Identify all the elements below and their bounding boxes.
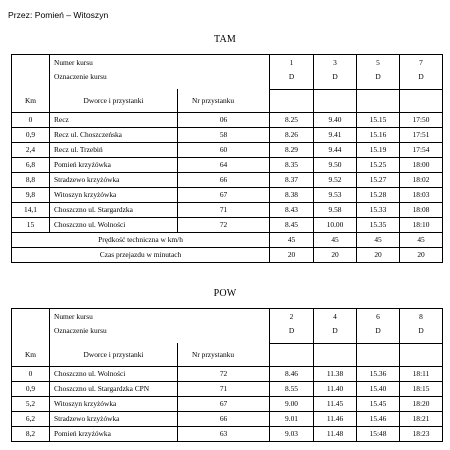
course-col-4: 7 D [400,55,443,90]
via-route-text: Przez: Pomień – Witoszyn [8,10,109,20]
km-cell: 9,8 [12,187,50,202]
section-title-tam: TAM [213,34,237,45]
col-head-stop-no: Nr przystanku [178,343,270,366]
course-col-2: 4 D [314,309,357,344]
station-cell: Pomień krzyżówka [50,157,178,172]
time-cell: 8.35 [270,157,314,172]
time-cell: 8.26 [270,127,314,142]
timetable-pow [11,308,443,442]
course-number-label: Numer kursu [54,58,93,67]
course-mark-label: Oznaczenie kursu [54,326,107,335]
time-cell: 15.40 [357,381,400,396]
footer-value: 20 [314,247,357,262]
time-cell: 15.19 [357,142,400,157]
stop-number-cell: 58 [178,127,270,142]
time-cell: 15.45 [357,396,400,411]
time-cell: 17:51 [400,127,443,142]
time-cell: 8.25 [270,112,314,127]
station-cell: Choszczno ul. Stargardzka [50,202,178,217]
timetable-tam [11,54,443,263]
time-cell: 15.25 [357,157,400,172]
course-col-3: 6 D [357,309,400,344]
footer-row [12,232,443,247]
footer-value: 45 [270,232,314,247]
station-cell: Choszczno ul. Wolności [50,366,178,381]
table-row [12,157,443,172]
table-row [12,396,443,411]
km-cell: 6,2 [12,411,50,426]
time-cell: 11.45 [314,396,357,411]
time-cell: 15.15 [357,112,400,127]
footer-label: Prędkość techniczna w km/h [12,232,270,247]
stop-number-cell: 66 [178,172,270,187]
station-cell: Pomień krzyżówka [50,426,178,441]
col-head-station: Dworce i przystanki [50,343,178,366]
time-cell: 9.53 [314,187,357,202]
time-cell: 11.46 [314,411,357,426]
time-cell: 18:15 [400,381,443,396]
time-cell: 8.55 [270,381,314,396]
table-row [12,112,443,127]
station-cell: Witoszyn krzyżówka [50,187,178,202]
time-cell: 11.40 [314,381,357,396]
time-cell: 9.40 [314,112,357,127]
footer-value: 45 [400,232,443,247]
stop-number-cell: 60 [178,142,270,157]
stop-number-cell: 67 [178,396,270,411]
stop-number-cell: 72 [178,366,270,381]
table-row [12,172,443,187]
time-cell: 8.45 [270,217,314,232]
station-cell: Recz ul. Choszczeńska [50,127,178,142]
time-cell: 11.38 [314,366,357,381]
station-cell: Choszczno ul. Wolności [50,217,178,232]
course-col-4: 8 D [400,309,443,344]
time-cell: 8.43 [270,202,314,217]
time-cell: 9.41 [314,127,357,142]
time-cell: 9.52 [314,172,357,187]
footer-value: 45 [314,232,357,247]
course-mark-label: Oznaczenie kursu [54,72,107,81]
footer-value: 45 [357,232,400,247]
stop-number-cell: 06 [178,112,270,127]
km-cell: 8,8 [12,172,50,187]
footer-label: Czas przejazdu w minutach [12,247,270,262]
header-empty-cell [12,55,50,90]
table-row [12,127,443,142]
col-head-station: Dworce i przystanki [50,89,178,112]
column-header-row [12,89,443,112]
time-cell: 9.03 [270,426,314,441]
course-col-1: 1 D [270,55,314,90]
time-cell: 15.16 [357,127,400,142]
km-cell: 5,2 [12,396,50,411]
stop-number-cell: 67 [178,187,270,202]
stop-number-cell: 63 [178,426,270,441]
stop-number-cell: 72 [178,217,270,232]
time-cell: 9.58 [314,202,357,217]
time-cell: 11.48 [314,426,357,441]
time-cell: 8.29 [270,142,314,157]
time-cell: 15.46 [357,411,400,426]
time-cell: 18:21 [400,411,443,426]
km-cell: 0,9 [12,127,50,142]
km-cell: 0 [12,112,50,127]
time-cell: 18:00 [400,157,443,172]
stop-number-cell: 71 [178,202,270,217]
col-head-stop-no: Nr przystanku [178,89,270,112]
station-cell: Stradzewo krzyżówka [50,411,178,426]
header-row [12,55,443,90]
table-row [12,217,443,232]
time-cell: 15.36 [357,366,400,381]
course-labels-cell [50,55,270,90]
footer-value: 20 [400,247,443,262]
course-number-label: Numer kursu [54,312,93,321]
table-row [12,187,443,202]
station-cell: Recz [50,112,178,127]
table-row [12,426,443,441]
time-cell: 15.27 [357,172,400,187]
course-col-1: 2 D [270,309,314,344]
col-head-km: Km [12,89,50,112]
time-cell: 10.00 [314,217,357,232]
stop-number-cell: 64 [178,157,270,172]
stop-number-cell: 71 [178,381,270,396]
station-cell: Stradzewo krzyżówka [50,172,178,187]
time-cell: 18:20 [400,396,443,411]
km-cell: 0 [12,366,50,381]
station-cell: Choszczno ul. Stargardzka CPN [50,381,178,396]
time-cell: 18:11 [400,366,443,381]
time-cell: 9.00 [270,396,314,411]
station-cell: Recz ul. Trzebiń [50,142,178,157]
time-cell: 15.28 [357,187,400,202]
course-labels-cell [50,309,270,344]
km-cell: 8,2 [12,426,50,441]
time-cell: 18:03 [400,187,443,202]
time-cell: 9.01 [270,411,314,426]
table-row [12,202,443,217]
footer-row [12,247,443,262]
time-cell: 17:54 [400,142,443,157]
km-cell: 15 [12,217,50,232]
time-cell: 18:02 [400,172,443,187]
col-head-km: Km [12,343,50,366]
course-col-2: 3 D [314,55,357,90]
course-col-3: 5 D [357,55,400,90]
time-cell: 15.33 [357,202,400,217]
station-cell: Witoszyn krzyżówka [50,396,178,411]
stop-number-cell: 66 [178,411,270,426]
km-cell: 14,1 [12,202,50,217]
time-cell: 15:48 [357,426,400,441]
km-cell: 6,8 [12,157,50,172]
table-row [12,142,443,157]
section-title-pow: POW [213,288,237,299]
time-cell: 18:23 [400,426,443,441]
header-row [12,309,443,344]
time-cell: 8.37 [270,172,314,187]
column-header-row [12,343,443,366]
time-cell: 9.44 [314,142,357,157]
table-row [12,381,443,396]
time-cell: 8.46 [270,366,314,381]
km-cell: 2,4 [12,142,50,157]
time-cell: 17:50 [400,112,443,127]
footer-value: 20 [270,247,314,262]
time-cell: 18:08 [400,202,443,217]
table-row [12,366,443,381]
km-cell: 0,9 [12,381,50,396]
time-cell: 8.38 [270,187,314,202]
footer-value: 20 [357,247,400,262]
time-cell: 9.50 [314,157,357,172]
time-cell: 15.35 [357,217,400,232]
time-cell: 18:10 [400,217,443,232]
table-row [12,411,443,426]
